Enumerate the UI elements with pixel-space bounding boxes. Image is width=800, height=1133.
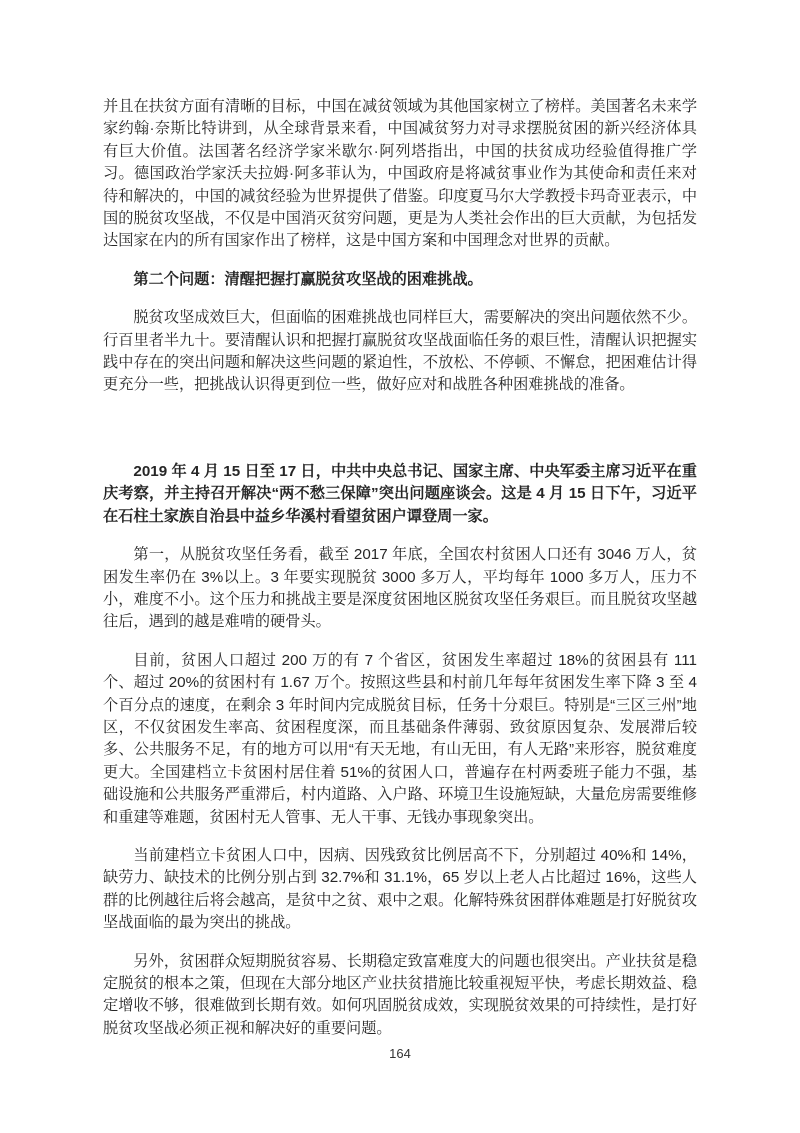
photo-caption: 2019 年 4 月 15 日至 17 日，中共中央总书记、国家主席、中央军委主席习近平在重庆考察，并主持召开解决“两不愁三保障”突出问题座谈会。这是 4 月 15 日下午，习近平在石柱土家族自治县中益乡华溪村看望贫困户谭登周一家。 <box>103 462 697 525</box>
paragraph: 第一，从脱贫攻坚任务看，截至 2017 年底，全国农村贫困人口还有 3046 万人，贫困发生率仍在 3%以上。3 年要实现脱贫 3000 多万人，平均每年 1000 多万人，压力不小，难度不小。这个压力和挑战主要是深度贫困地区脱贫攻坚任务艰巨。而且脱贫攻坚越往后，遇到的越是难啃的硬骨头。 <box>103 546 697 631</box>
section-heading: 第二个问题：清醒把握打赢脱贫攻坚战的困难挑战。 <box>133 270 483 288</box>
paragraph: 脱贫攻坚成效巨大，但面临的困难挑战也同样巨大，需要解决的突出问题依然不少。行百里者半九十。要清醒认识和把握打赢脱贫攻坚战面临任务的艰巨性，清醒认识把握实践中存在的突出问题和解决这些问题的紧迫性，不放松、不停顿、不懈怠，把困难估计得更充分一些，把挑战认识得更到位一些，做好应对和战胜各种困难挑战的准备。 <box>103 309 697 394</box>
paragraph: 当前建档立卡贫困人口中，因病、因残致贫比例居高不下，分别超过 40%和 14%，缺劳力、缺技术的比例分别占到 32.7%和 31.1%，65 岁以上老人占比超过 16%，这些人群的比例越往后将会越高，是贫中之贫、艰中之艰。化解特殊贫困群体难题是打好脱贫攻坚战面临的最为突出的挑战。 <box>103 846 697 932</box>
paragraph: 并且在扶贫方面有清晰的目标，中国在减贫领域为其他国家树立了榜样。美国著名未来学家约翰·奈斯比特讲到，从全球背景来看，中国减贫努力对寻求摆脱贫困的新兴经济体具有巨大价值。法国著名经济学家米歇尔·阿列塔指出，中国的扶贫成功经验值得推广学习。德国政治学家沃夫拉姆·阿多菲认为，中国政府是将减贫事业作为其使命和责任来对待和解决的，中国的减贫经验为世界提供了借鉴。印度夏马尔大学教授卡玛奇亚表示，中国的脱贫攻坚战，不仅是中国消灭贫穷问题，更是为人类社会作出的巨大贡献，为包括发达国家在内的所有国家作出了榜样，这是中国方案和中国理念对世界的贡献。 <box>103 98 697 250</box>
paragraph: 目前，贫困人口超过 200 万的有 7 个省区，贫困发生率超过 18%的贫困县有 111 个、超过 20%的贫困村有 1.67 万个。按照这些县和村前几年每年贫困发生率下降 3 至 4 个百分点的速度，在剩余 3 年时间内完成脱贫目标，任务十分艰巨。特别是“三区三州”地区，不仅贫困发生率高、贫困程度深，而且基础条件薄弱、致贫原因复杂、发展滞后较多、公共服务不足，有的地方可以用“有天无地，有山无田，有人无路”来形容，脱贫难度更大。全国建档立卡贫困村居住着 51%的贫困人口，普遍存在村两委班子能力不强，基础设施和公共服务严重滞后，村内道路、入户路、环境卫生设施短缺，大量危房需要维修和重建等难题，贫困村无人管事、无人干事、无钱办事现象突出。 <box>103 651 697 826</box>
paragraph: 另外，贫困群众短期脱贫容易、长期稳定致富难度大的问题也很突出。产业扶贫是稳定脱贫的根本之策，但现在大部分地区产业扶贫措施比较重视短平快，考虑长期效益、稳定增收不够，很难做到长期有效。如何巩固脱贫成效，实现脱贫效果的可持续性，是打好脱贫攻坚战必须正视和解决好的重要问题。 <box>103 952 697 1037</box>
page-number: 164 <box>389 1046 411 1061</box>
